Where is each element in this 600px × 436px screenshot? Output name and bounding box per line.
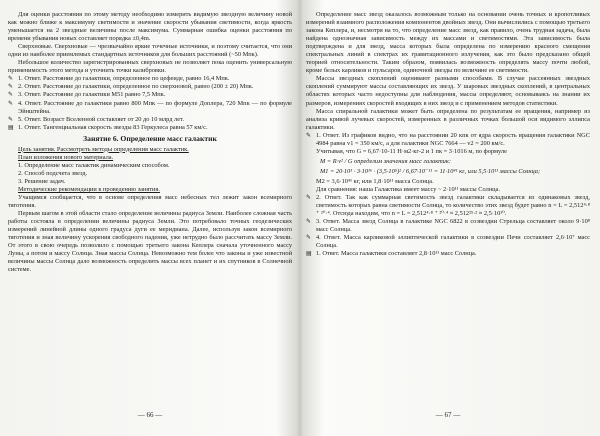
pencil-icon: ✎ bbox=[8, 115, 14, 123]
paragraph: Для сравнения: наша Галактика имеет массу ~ 2·10¹¹ массы Солнца. bbox=[316, 185, 500, 193]
lesson-goal: Цель занятия. Рассмотреть методы определения масс галактик. bbox=[18, 145, 189, 153]
paragraph: Для оценки расстояния по этому методу необходимо измерить видимую звездную величину новой как можно ближе к максимуму светимости и значение скорости убывания светимости, когда яркость уменьшается на 2 звездные величины после максимума. Суммарная ошибка оценки расстояния по времени убывания новых составляет порядка ±0,4m. bbox=[8, 11, 292, 43]
answer-4: ✎ 4. Ответ. Расстояние до галактики равно 800 Мпк — по формуле Доплера, 720 Мпк — по формуле Эйнштейна. bbox=[8, 99, 292, 115]
mass-calc-2: M2 = 3,6·10⁴¹ кг, или 1,8·10¹¹ масса Солнца. bbox=[316, 177, 434, 185]
plan-title: План изложения нового материала. bbox=[18, 153, 114, 161]
answer-5: ✎ 5. Ответ. Возраст Вселенной составляет от 20 до 10 млрд лет. bbox=[8, 115, 184, 123]
method-title: Методические рекомендации к проведению занятия. bbox=[18, 185, 160, 193]
pencil-icon: ✎ bbox=[8, 99, 14, 107]
answer-2: ✎ 2. Ответ. Так как суммарная светимость звезд галактики складывается из одинаковых звезд, светимость которых равна светимости Солнца, то количество этих звезд будет равно n = L = 2,512⁴·⁸ ⁺ ²⁰·⁴. Отсюда находим, что n = L = 2,512⁴·⁸ ⁺ ²⁰·⁴ ≈ 2,512²⁵·² ≈ 2,5·10¹⁰. bbox=[306, 194, 590, 218]
plan-item: 2. Способ подсчета звезд. bbox=[18, 169, 88, 177]
pencil-icon: ✎ bbox=[8, 83, 14, 91]
mass-calc-1: M1 = 20·10³ · 3·10¹⁶ · (3,5·10⁵)² / 6,67·10⁻¹¹ = 11·10⁴¹ кг, или 5,5·10¹¹ массы Солнца; bbox=[320, 167, 541, 175]
answer-5: ▤ 1. Ответ. Масса галактики составляет 2,8·10¹¹ масс Солнца. bbox=[306, 250, 477, 258]
plan-item: 3. Решение задач. bbox=[18, 177, 66, 185]
answer-3: ✎ 3. Ответ. Расстояние до галактики M51 равно 7,5 Мпк. bbox=[8, 91, 166, 99]
pencil-icon: ✎ bbox=[306, 234, 312, 242]
paragraph: Масса спиральной галактики может быть определена по результатам ее вращения, например из анализа кривой лучевых скоростей, измеренных в различных точках большой оси видимого эллипса галактики. bbox=[306, 107, 590, 131]
answer-2: ✎ 2. Ответ. Расстояние до галактики, определенное по сверхновой, равно (200 ± 20) Мпк. bbox=[8, 83, 254, 91]
page-number: — 67 — bbox=[435, 410, 461, 419]
answer-1: ✎ 1. Ответ. Из графиков видно, что на расстоянии 20 кпк от ядра скорость вращения галактики NGC 4984 равна v1 = 350 км/с, а для галактики NGC 7664 — v2 = 200 км/с. bbox=[306, 131, 590, 147]
right-page bbox=[306, 11, 590, 419]
book-icon: ▤ bbox=[306, 250, 312, 258]
paragraph: Небольшое количество зарегистрированных сверхновых не позволяет пока оценить универсальную применимость этого метода и уточнить точки калибровки. bbox=[8, 59, 292, 75]
paragraph: Массы звездных скоплений оценивают разными способами. В случае рассеянных звездных скоплений суммируют массы составляющих их звезд. У шаровых звездных скоплений, в центральных областях которых часто недоступны для наблюдения, массы определяют, основываясь на знании их размеров, измерениях скоростей входящих в них звезд и с применением методов статистики. bbox=[306, 75, 590, 107]
pencil-icon: ✎ bbox=[306, 131, 312, 139]
plan-item: 1. Определение масс галактик динамическим способом. bbox=[18, 161, 170, 169]
pencil-icon: ✎ bbox=[8, 91, 14, 99]
paragraph: Определение масс звезд оказалось возможным только на основании очень точных и кропотливых измерений взаимного расположения компонентов двойных звезд. Они вычислились с помощью третьего закона Кеплера, и, несмотря на то, что определение масс звезд, как правило, очень трудная задача, была найдена однозначная зависимость между их массами и светимостями. Эта зависимость была подтверждена и для звезд, масса которых была определена по измерению красного смещения спектральных линий в спектрах их гравитационного излучения, как это было предсказано общей теорией относительности. Таким образом, появилась возможность определять массу почти любой, кроме белых карликов и пульсаров, одиночной звезды по величине ее светимости. bbox=[306, 11, 590, 75]
paragraph: Сверхновые. Сверхновые — чрезвычайно яркие точечные источники, и поэтому считается, что они одни из наиболее приемлемых стандартных источников для больших расстояний (~50 Мпк). bbox=[8, 43, 292, 59]
pencil-icon: ✎ bbox=[8, 75, 14, 83]
pencil-icon: ✎ bbox=[306, 194, 312, 202]
paragraph: Учащимся сообщается, что в основе определения масс небесных тел лежит закон всемирного тяготения. bbox=[8, 193, 292, 210]
paragraph: Первым шагом в этой области стало определение величины радиуса Земли. Наиболее сложная часть работы состояла в определении величины радиуса Земли. Это потребовало точных геодезических измерений линейной длины одного градуса дуги ее меридиана. Далее, используя закон всемирного тяготения и зная величину ускорения свободного падения, уже нетрудно было рассчитать массу Земли. От этого в свою очередь позволило с помощью третьего закона Кеплера сначала уточненного массу Луны, а потом и массу Солнца. Зная массы Солнца. Невозможно тем более что законы и уже известной величины массы Солнца дало возможность определить массы всех планет и их спутников в Солнечной системе. bbox=[8, 210, 292, 274]
book-icon: ▤ bbox=[8, 123, 14, 131]
answer-4: ✎ 4. Ответ. Масса карликовой эллиптической галактики в созвездии Печи составляет 2,6·10⁷ масс Солнца. bbox=[306, 234, 590, 250]
answer-1: ✎ 1. Ответ. Расстояние до галактики, определенное по цефеиде, равно 16,4 Мпк. bbox=[8, 75, 230, 83]
left-page bbox=[8, 11, 292, 419]
answer-6: ▤ 1. Ответ. Тангенциальная скорость звезды 83 Геркулеса равна 57 км/с. bbox=[8, 123, 208, 131]
page-number: — 66 — bbox=[137, 410, 163, 419]
pencil-icon: ✎ bbox=[306, 218, 312, 226]
paragraph: Учитывая, что G = 6,67·10-11 Н·м2·кг-2 и 1 пк = 3·1016 м, по формуле bbox=[316, 147, 507, 155]
mass-formula: M = R·v² / G определим значения масс галактик: bbox=[320, 157, 451, 165]
answer-3: ✎ 3. Ответ. Масса звезд Солнца в галактике NGC 6822 в созвездии Стрельца составляет около 9·10⁸ масс Солнца. bbox=[306, 218, 590, 234]
section-heading: Занятие 6. Определение масс галактик bbox=[83, 133, 217, 143]
